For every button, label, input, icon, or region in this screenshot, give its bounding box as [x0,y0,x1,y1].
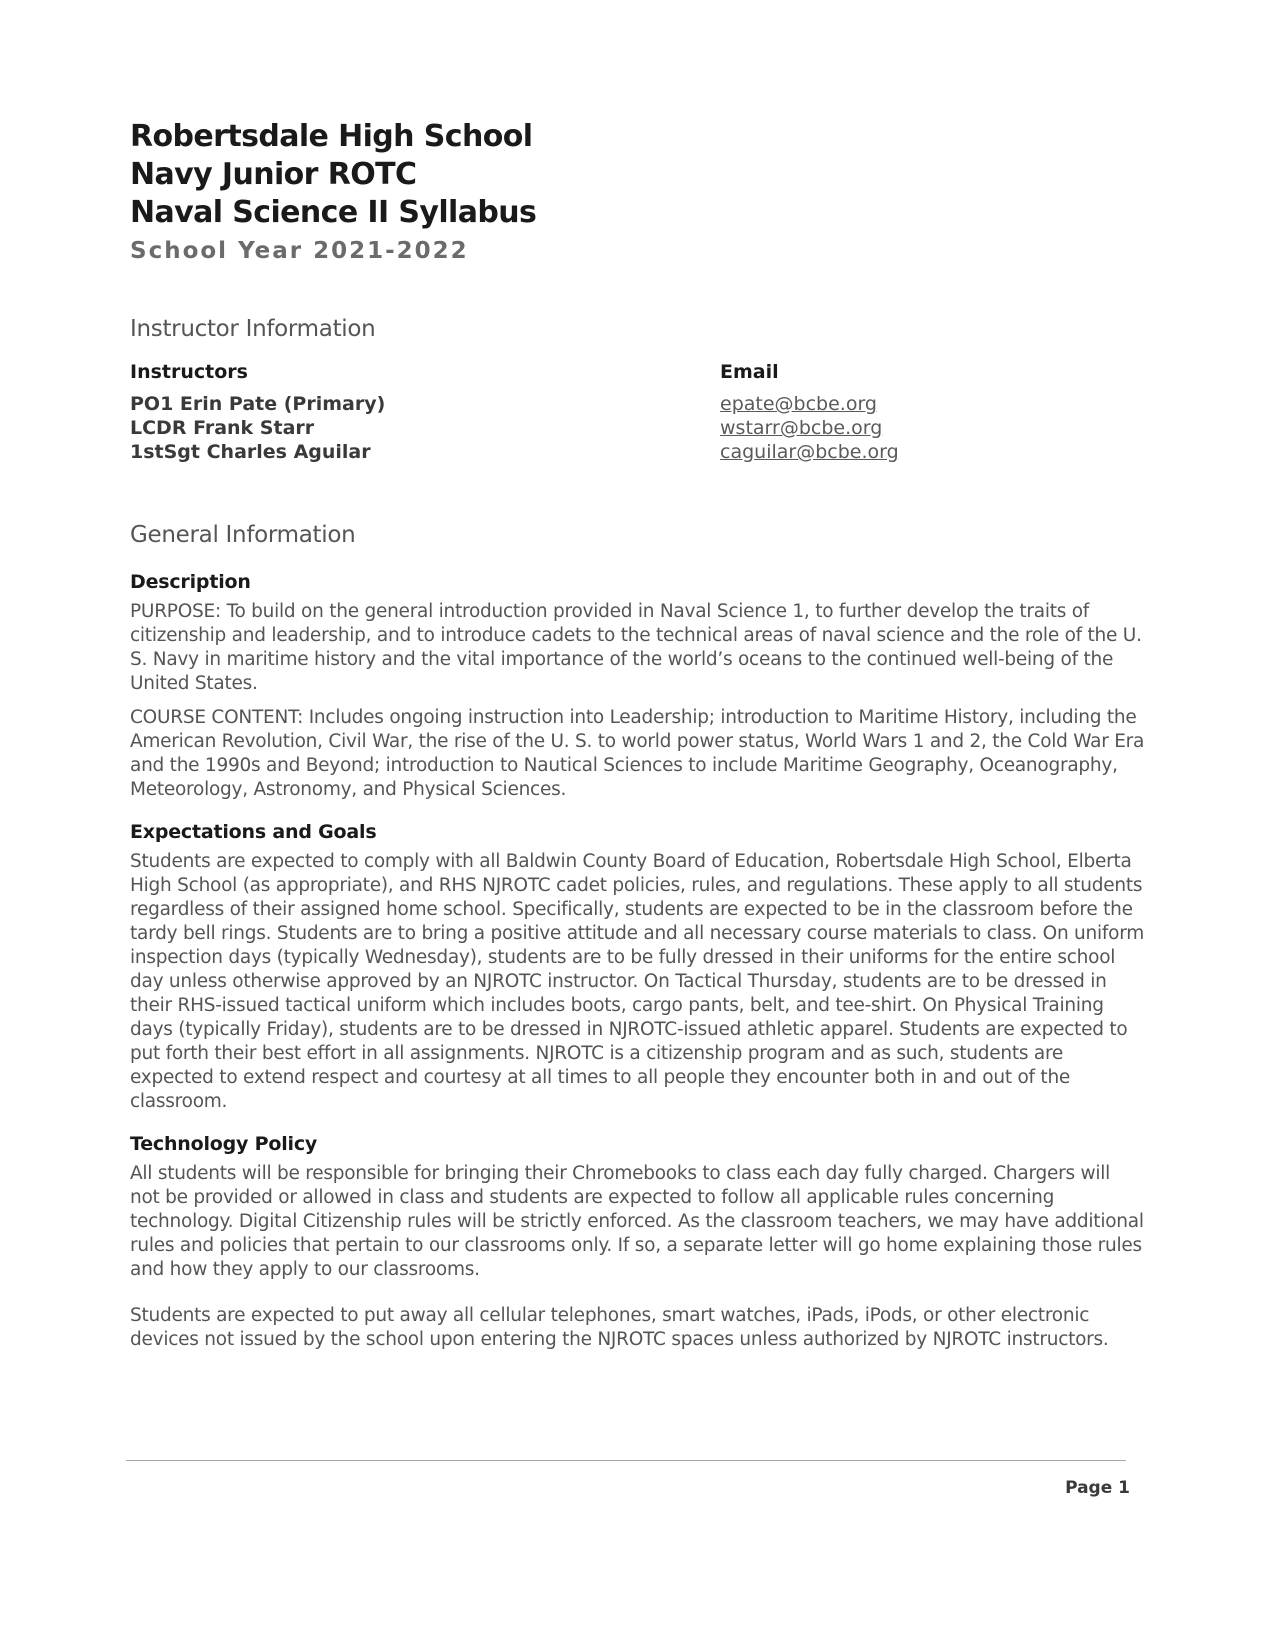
email-label: Email [720,361,779,383]
instructor-info-heading: Instructor Information [130,316,376,342]
expectations-paragraph: Students are expected to comply with all Baldwin County Board of Education, Robertsdale High School, Elberta High School (as appropriate), and RHS NJROTC cadet policies, rules, and regulations. These apply to all students regardless of their assigned home school. Specifically, students are expected to be in the classroom before the tardy bell rings. Students are to bring a positive attitude and all necessary course materials to class. On uniform inspection days (typically Wednesday), students are to be fully dressed in their uniforms for the entire school day unless otherwise approved by an NJROTC instructor. On Tactical Thursday, students are to be dressed in their RHS-issued tactical uniform which includes boots, cargo pants, belt, and tee-shirt. On Physical Training days (typically Friday), students are to be dressed in NJROTC-issued athletic apparel. Students are expected to put forth their best effort in all assignments. NJROTC is a citizenship program and as such, students are expected to extend respect and courtesy at all times to all people they encounter both in and out of the classroom. [130,851,1145,1112]
devices-paragraph: Students are expected to put away all cellular telephones, smart watches, iPads, iPods, or other electronic devices not issued by the school upon entering the NJROTC spaces unless authorized by NJROTC instructors. [130,1305,1109,1350]
instructors-column [130,360,720,464]
program-name: Navy Junior ROTC [130,157,417,192]
footer-divider [126,1460,1126,1461]
syllabus-page [130,118,1145,1362]
school-year: School Year 2021-2022 [130,238,469,264]
instructor-email-link[interactable]: caguilar@bcbe.org [720,441,899,463]
instructors-label: Instructors [130,361,248,383]
instructor-contacts [130,360,1145,464]
description-heading: Description [130,571,251,593]
technology-heading: Technology Policy [130,1133,318,1155]
school-name: Robertsdale High School [130,119,533,154]
course-title: Naval Science II Syllabus [130,195,537,230]
instructor-name: PO1 Erin Pate (Primary) [130,393,386,415]
document-title [130,118,1145,232]
email-column [720,360,1145,464]
instructor-name: 1stSgt Charles Aguilar [130,441,371,463]
general-info-heading: General Information [130,522,356,548]
instructor-email-link[interactable]: epate@bcbe.org [720,393,877,415]
instructor-email-link[interactable]: wstarr@bcbe.org [720,417,883,439]
page-number: Page 1 [1065,1478,1130,1498]
purpose-paragraph: PURPOSE: To build on the general introduction provided in Naval Science 1, to further develop the traits of citizenship and leadership, and to introduce cadets to the technical areas of naval science and the role of the U. S. Navy in maritime history and the vital importance of the world’s oceans to the continued well-being of the United States. [130,601,1142,694]
expectations-heading: Expectations and Goals [130,821,377,843]
instructor-name: LCDR Frank Starr [130,417,315,439]
technology-paragraph: All students will be responsible for bringing their Chromebooks to class each day fully charged. Chargers will not be provided or allowed in class and students are expected to follow all applicable rules concerning technology. Digital Citizenship rules will be strictly enforced. As the classroom teachers, we may have additional rules and policies that pertain to our classrooms only. If so, a separate letter will go home explaining those rules and how they apply to our classrooms. [130,1163,1144,1280]
course-content-paragraph: COURSE CONTENT: Includes ongoing instruction into Leadership; introduction to Maritime History, including the American Revolution, Civil War, the rise of the U. S. to world power status, World Wars 1 and 2, the Cold War Era and the 1990s and Beyond; introduction to Nautical Sciences to include Maritime Geography, Oceanography, Meteorology, Astronomy, and Physical Sciences. [130,707,1145,800]
